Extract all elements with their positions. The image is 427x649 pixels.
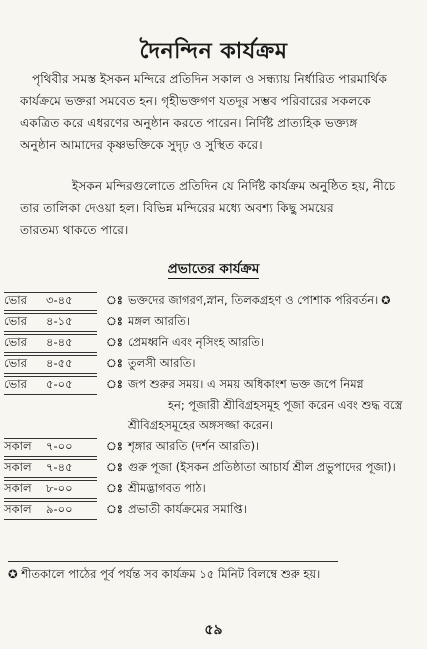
intro-line: একত্রিত করে এধরণের অনুষ্ঠান করতে পারেন। নির্দিষ্ট প্রাত্যহিক ভক্ত্যঙ্গ: [20, 116, 358, 130]
flower-marker-icon: ✪: [381, 294, 391, 307]
time-value: ৭-৪৫: [46, 460, 73, 474]
activity-text: তুলসী আরতি।: [128, 356, 196, 370]
activity-text: প্রেমধ্বনি এবং নৃসিংহ আরতি।: [128, 335, 264, 349]
colon-separator: ঃ: [106, 481, 123, 495]
schedule-row: [4, 290, 419, 311]
colon-separator: ঃ: [106, 293, 123, 307]
time-value: ৩-৪৫: [46, 293, 73, 307]
activity-label: জপ শুরুর সময়। এ সময় অধিকাংশ ভক্ত জপে নিমগ্ন: [128, 377, 364, 391]
time-value: ৭-০০: [46, 439, 73, 453]
colon-separator: ঃ: [106, 356, 123, 370]
schedule-row: [4, 332, 419, 353]
time-label: ভোর: [4, 314, 27, 328]
colon-separator: ঃ: [106, 314, 123, 328]
intro-line: কার্যক্রমে ভক্তরা সমবেত হন। গৃহীভক্তগণ যতদূর সম্ভব পরিবারের সকলকে: [20, 94, 371, 108]
activity-continuation: শ্রীবিগ্রহসমূহের অঙ্গসজ্জা করেন।: [128, 418, 274, 432]
time-label: সকাল: [4, 481, 32, 495]
activity-text: শৃঙ্গার আরতি (দর্শন আরতি)।: [128, 439, 260, 453]
time-label: সকাল: [4, 460, 32, 474]
activity-text: [128, 374, 402, 435]
temples-paragraph: [20, 175, 410, 241]
time-label: সকাল: [4, 439, 32, 453]
time-label: ভোর: [4, 335, 27, 349]
intro-paragraph: [20, 68, 410, 156]
time-value: ৯-০০: [46, 502, 73, 516]
activity-continuation: হন; পূজারী শ্রীবিগ্রহসমূহ পূজা করেন এবং শুদ্ধ বস্ত্রে: [168, 398, 403, 412]
activity-text: গুরু পূজা (ইসকন প্রতিষ্ঠাতা আচার্য শ্রীল প্রভুপাদের পূজা)।: [128, 460, 396, 474]
activity-text: প্রভাতী কার্যক্রমের সমাপ্তি।: [128, 502, 247, 516]
footnote-divider: [8, 561, 338, 562]
footnote: ✪ শীতকালে পাঠের পূর্ব পর্যন্ত সব কার্যক্রম ১৫ মিনিট বিলম্বে শুরু হয়।: [8, 567, 321, 581]
temples-line: তার তালিকা দেওয়া হল। বিভিন্ন মন্দিরের মধ্যে অবশ্য কিছু সময়ের: [20, 201, 334, 215]
colon-separator: ঃ: [106, 335, 123, 349]
intro-line: অনুষ্ঠান আমাদের কৃষ্ণভক্তিকে সুদৃঢ় ও সুস্থিত করে।: [20, 138, 263, 152]
schedule-row: [4, 499, 419, 520]
time-value: ৪-৪৫: [46, 335, 73, 349]
time-label: ভোর: [4, 377, 27, 391]
schedule-row: [4, 311, 419, 332]
schedule-heading-text: প্রভাতের কার্যক্রম: [167, 261, 260, 277]
schedule-row: [4, 436, 419, 457]
schedule-row: [4, 374, 419, 436]
time-label: সকাল: [4, 502, 32, 516]
schedule-row: [4, 478, 419, 499]
page-number: ৫৯: [204, 622, 223, 638]
temples-line: ইসকন মন্দিরগুলোতে প্রতিদিন যে নির্দিষ্ট কার্যক্রম অনুষ্ঠিত হয়, নীচে: [72, 179, 396, 193]
colon-separator: ঃ: [106, 460, 123, 474]
schedule-heading: [0, 258, 427, 281]
time-value: ৮-০০: [46, 481, 73, 495]
time-label: ভোর: [4, 293, 27, 307]
activity-text: [128, 290, 391, 311]
colon-separator: ঃ: [106, 502, 123, 516]
time-value: ৫-০৫: [46, 377, 73, 391]
activity-text: শ্রীমদ্ভাগবত পাঠ।: [128, 481, 206, 495]
colon-separator: ঃ: [106, 377, 123, 391]
time-label: ভোর: [4, 356, 27, 370]
page-title: দৈনন্দিন কার্যক্রম: [139, 39, 288, 64]
time-value: ৪-৫৫: [46, 356, 73, 370]
schedule-row: [4, 457, 419, 478]
colon-separator: ঃ: [106, 439, 123, 453]
time-value: ৪-১৫: [46, 314, 73, 328]
schedule-table: [4, 290, 419, 520]
activity-text: মঙ্গল আরতি।: [128, 314, 191, 328]
temples-line: তারতম্য থাকতে পারে।: [20, 223, 129, 237]
schedule-row: [4, 353, 419, 374]
activity-label: ভক্তদের জাগরণ,স্নান, তিলকগ্রহণ ও পোশাক পরিবর্তন।: [128, 293, 379, 307]
intro-line: পৃথিবীর সমস্ত ইসকন মন্দিরে প্রতিদিন সকাল ও সন্ধ্যায় নির্ধারিত পারমার্থিক: [32, 72, 388, 86]
